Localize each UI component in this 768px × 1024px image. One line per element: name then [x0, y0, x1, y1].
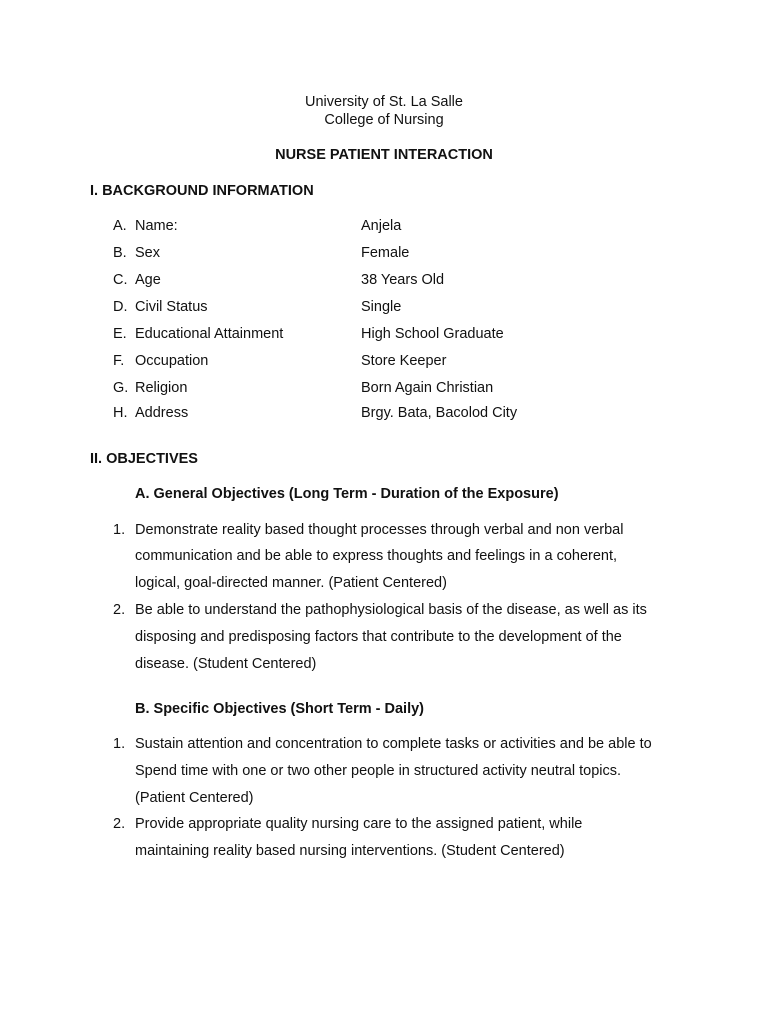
info-label-name: Name:: [135, 218, 178, 234]
info-marker: D.: [113, 299, 128, 315]
info-label-address: Address: [135, 405, 189, 421]
list-item-line: Provide appropriate quality nursing care to the assigned patient, while: [135, 816, 583, 832]
list-item-line: Spend time with one or two other people in structured activity neutral topics.: [135, 763, 622, 779]
info-marker: F.: [113, 353, 125, 369]
info-value-religion: Born Again Christian: [361, 380, 494, 396]
info-value-name: Anjela: [361, 218, 402, 234]
college-name: College of Nursing: [324, 112, 444, 128]
info-value-occupation: Store Keeper: [361, 353, 447, 369]
info-value-age: 38 Years Old: [361, 272, 445, 288]
info-value-sex: Female: [361, 245, 410, 261]
list-item-line: (Patient Centered): [135, 790, 254, 806]
general-objectives-heading: A. General Objectives (Long Term - Duration of the Exposure): [135, 486, 559, 502]
university-name: University of St. La Salle: [305, 94, 463, 110]
info-label-religion: Religion: [135, 380, 188, 396]
info-marker: C.: [113, 272, 128, 288]
section-background-heading: I. BACKGROUND INFORMATION: [90, 183, 314, 199]
section-objectives-heading: II. OBJECTIVES: [90, 451, 198, 467]
list-item-line: maintaining reality based nursing interventions. (Student Centered): [135, 843, 565, 859]
info-value-education: High School Graduate: [361, 326, 504, 342]
list-item-line: Sustain attention and concentration to complete tasks or activities and be able to: [135, 736, 652, 752]
info-label-sex: Sex: [135, 245, 160, 261]
info-label-age: Age: [135, 272, 161, 288]
info-marker: A.: [113, 218, 127, 234]
specific-objectives-heading: B. Specific Objectives (Short Term - Daily): [135, 701, 425, 717]
list-item-line: Demonstrate reality based thought processes through verbal and non verbal: [135, 522, 624, 538]
list-item-line: Be able to understand the pathophysiological basis of the disease, as well as its: [135, 602, 647, 618]
info-marker: E.: [113, 326, 127, 342]
info-marker: B.: [113, 245, 127, 261]
info-marker: H.: [113, 405, 128, 421]
list-marker: 2.: [113, 816, 126, 832]
list-marker: 1.: [113, 736, 126, 752]
list-item-line: communication and be able to express thoughts and feelings in a coherent,: [135, 548, 618, 564]
list-marker: 1.: [113, 522, 126, 538]
info-label-occupation: Occupation: [135, 353, 209, 369]
info-label-education: Educational Attainment: [135, 326, 284, 342]
document-title: NURSE PATIENT INTERACTION: [275, 147, 493, 163]
info-label-civil-status: Civil Status: [135, 299, 208, 315]
info-value-address: Brgy. Bata, Bacolod City: [361, 405, 518, 421]
list-item-line: disease. (Student Centered): [135, 656, 317, 672]
list-item-line: logical, goal-directed manner. (Patient Centered): [135, 575, 447, 591]
list-marker: 2.: [113, 602, 126, 618]
info-marker: G.: [113, 380, 129, 396]
list-item-line: disposing and predisposing factors that contribute to the development of the: [135, 629, 622, 645]
info-value-civil-status: Single: [361, 299, 402, 315]
